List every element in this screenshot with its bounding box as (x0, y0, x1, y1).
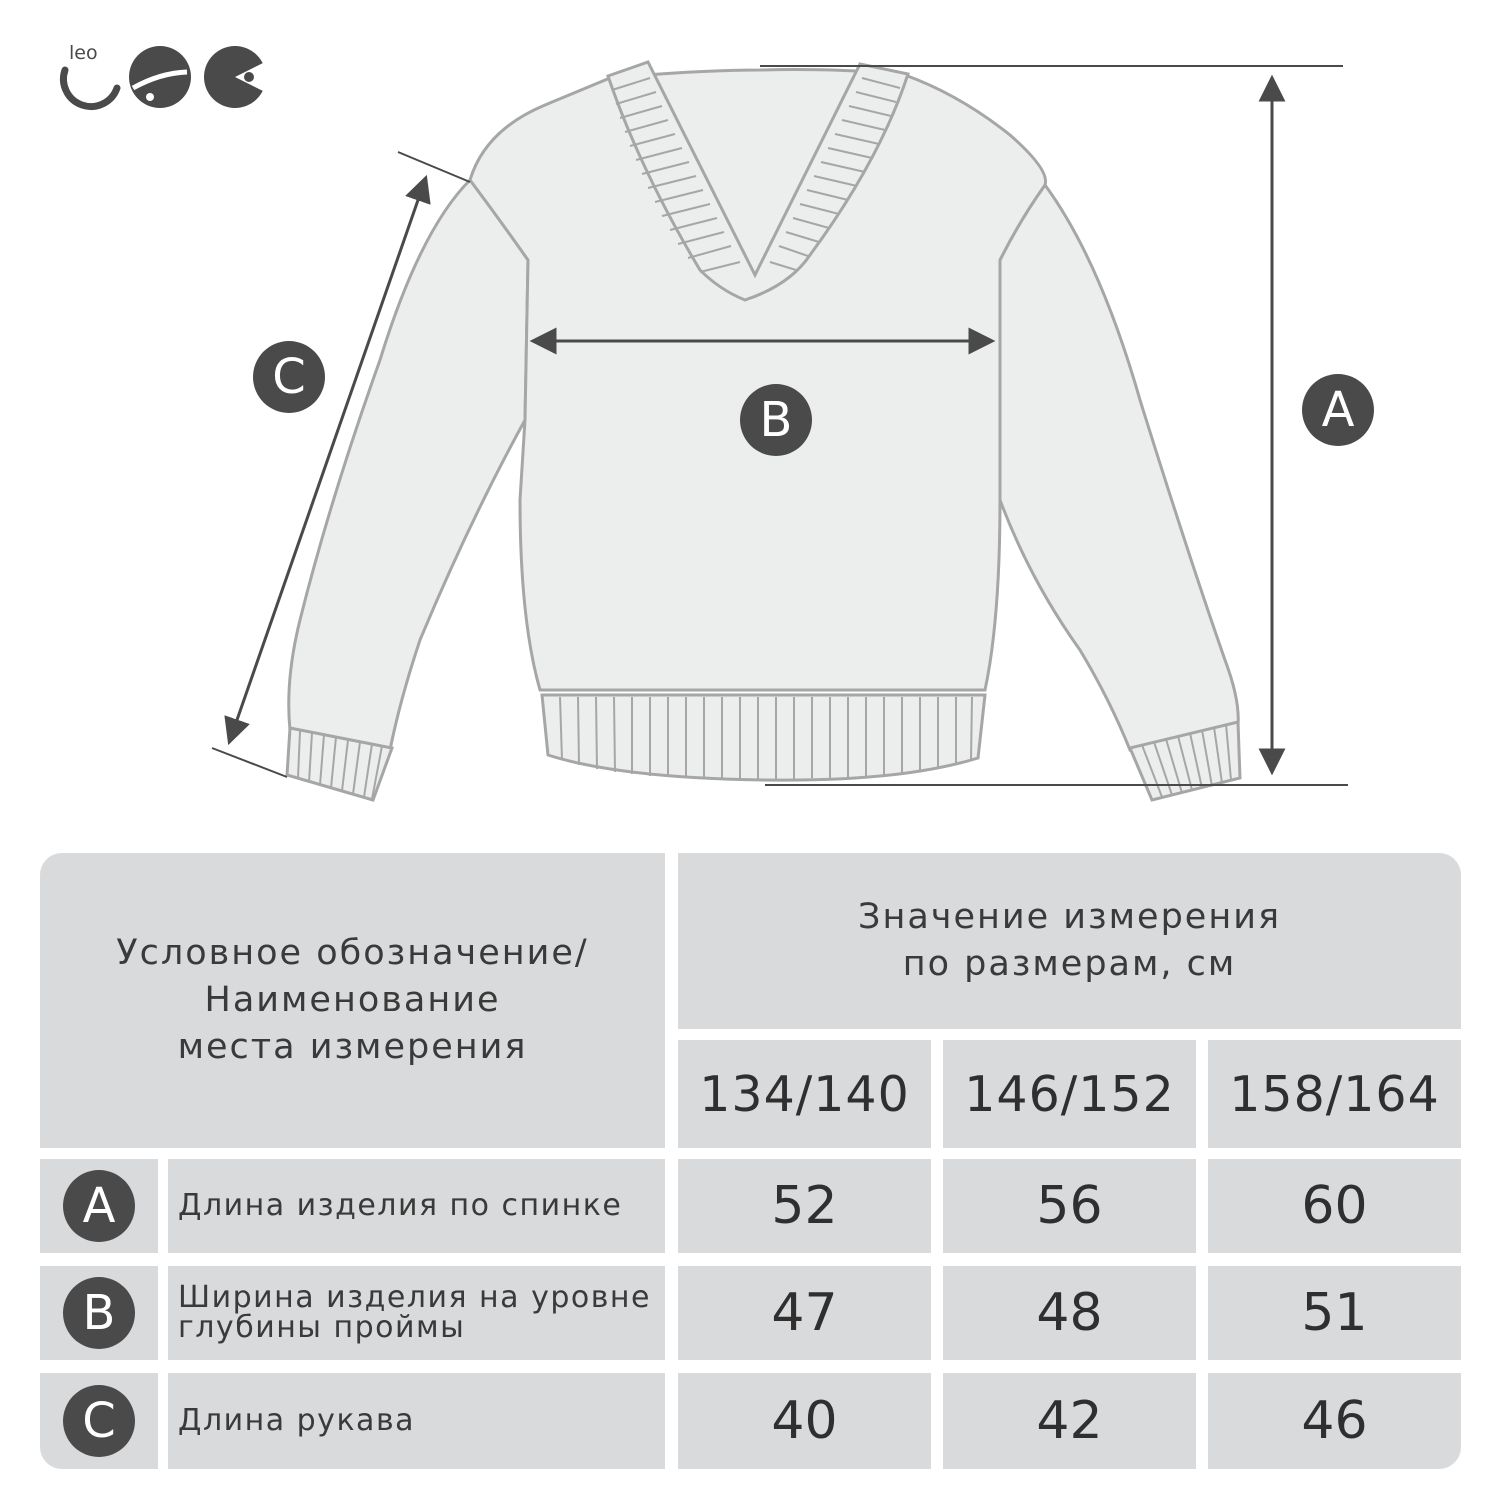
table-header-designation (40, 853, 665, 1148)
row-b-value-3: 51 (1208, 1266, 1461, 1360)
header-right-line-1: Значение измерения (858, 897, 1281, 937)
row-b-value-1: 47 (678, 1266, 931, 1360)
marker-a-label: A (1321, 382, 1355, 438)
row-c-letter-cell (40, 1373, 158, 1469)
row-a-name-cell (168, 1159, 665, 1253)
size-header-3: 158/164 (1208, 1040, 1461, 1148)
row-c-value-3: 46 (1208, 1373, 1461, 1469)
row-b-value-2: 48 (943, 1266, 1196, 1360)
row-b-name-cell (168, 1266, 665, 1360)
size-header-1: 134/140 (678, 1040, 931, 1148)
row-b-name-line-1: Ширина изделия на уровне (178, 1280, 651, 1315)
row-a-letter-cell (40, 1159, 158, 1253)
marker-c-label: C (272, 349, 306, 405)
header-right-line-2: по размерам, см (902, 944, 1237, 984)
size-header-2: 146/152 (943, 1040, 1196, 1148)
row-a-value-3: 60 (1208, 1159, 1461, 1253)
header-left-line-1: Условное обозначение/ (116, 933, 589, 973)
logo-text: leo (69, 42, 98, 64)
row-a-name: Длина изделия по спинке (178, 1188, 623, 1223)
marker-b-label: B (759, 392, 793, 448)
header-left-line-3: места измерения (177, 1027, 528, 1067)
row-c-name-cell (168, 1373, 665, 1469)
header-left-line-2: Наименование (204, 980, 501, 1020)
table-header-values (678, 853, 1461, 1029)
row-b-name-line-2: глубины проймы (178, 1310, 466, 1345)
row-a-badge: A (63, 1170, 135, 1242)
row-c-value-1: 40 (678, 1373, 931, 1469)
row-a-value-2: 56 (943, 1159, 1196, 1253)
row-b-letter-cell (40, 1266, 158, 1360)
row-b-badge: B (63, 1277, 135, 1349)
row-c-badge: C (63, 1385, 135, 1457)
row-c-name: Длина рукава (178, 1403, 416, 1438)
row-a-value-1: 52 (678, 1159, 931, 1253)
row-c-value-2: 42 (943, 1373, 1196, 1469)
